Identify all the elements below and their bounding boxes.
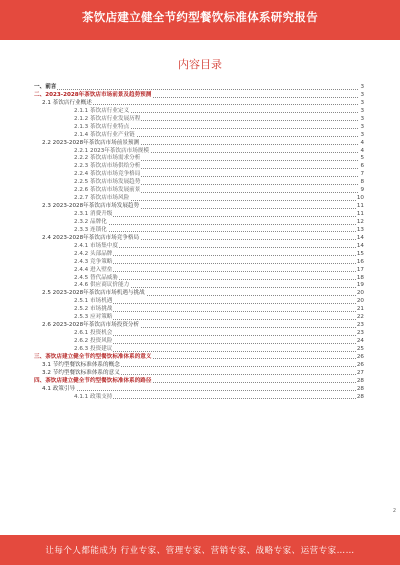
toc-entry[interactable] xyxy=(34,235,364,243)
toc-entry-label: 2.3 2023-2028年茶饮店市场发展趋势 xyxy=(42,203,140,210)
toc-entry[interactable] xyxy=(34,378,364,386)
report-title: 茶饮店建立健全节约型餐饮标准体系研究报告 xyxy=(82,10,318,24)
toc-entry-page: 28 xyxy=(356,385,364,392)
toc-entry-label: 2.5.2 市场挑战 xyxy=(74,306,113,313)
toc-entry[interactable] xyxy=(34,306,364,314)
toc-entry[interactable] xyxy=(34,195,364,203)
toc-entry-page: 3 xyxy=(360,99,364,106)
toc-leader-dots xyxy=(74,311,358,312)
toc-entry-label: 2.1.3 茶饮店行业特点 xyxy=(74,123,130,130)
toc-entry-label: 2.2.4 茶饮店市场竞争格局 xyxy=(74,171,141,178)
toc-entry-label: 2.1 茶饮店行业概述 xyxy=(42,99,92,106)
toc-entry-label: 2.4.2 头部品牌 xyxy=(74,250,113,257)
toc-entry[interactable] xyxy=(34,314,364,322)
toc-leader-dots xyxy=(74,224,358,225)
toc-entry-page: 4 xyxy=(360,147,364,154)
toc-entry-label: 2.2.7 茶饮店市场风险 xyxy=(74,195,130,202)
footer-slogan: 让每个人都能成为 行业专家、管理专家、营销专家、战略专家、运营专家…… xyxy=(45,546,355,556)
toc-entry-label: 2.4.3 竞争策略 xyxy=(74,258,113,265)
toc-entry-label: 3.2 节约型餐饮标准体系的意义 xyxy=(42,369,120,376)
toc-entry-page: 28 xyxy=(356,377,364,384)
toc-entry[interactable] xyxy=(34,370,364,378)
toc-entry-page: 17 xyxy=(356,266,364,273)
table-of-contents xyxy=(34,84,364,402)
toc-entry[interactable] xyxy=(34,354,364,362)
toc-entry-page: 27 xyxy=(356,369,364,376)
toc-leader-dots xyxy=(42,390,358,391)
page-header xyxy=(0,0,400,40)
toc-entry-label: 2.2.1 2023年茶饮店市场规模 xyxy=(74,147,149,154)
toc-entry-page: 19 xyxy=(356,282,364,289)
toc-entry-page: 24 xyxy=(356,338,364,344)
toc-entry-page: 21 xyxy=(356,306,364,313)
toc-leader-dots xyxy=(74,271,358,272)
toc-entry-page: 26 xyxy=(356,361,364,368)
toc-entry-page: 3 xyxy=(360,91,364,98)
toc-leader-dots xyxy=(74,319,358,320)
toc-entry[interactable] xyxy=(34,187,364,195)
toc-leader-dots xyxy=(74,216,358,217)
toc-leader-dots xyxy=(74,255,358,256)
toc-entry-page: 3 xyxy=(360,84,364,90)
toc-entry-label: 2.2 2023-2028年茶饮店市场前景预测 xyxy=(42,139,140,146)
toc-entry-label: 2.1.2 茶饮店行业发展历程 xyxy=(74,115,141,122)
toc-leader-dots xyxy=(74,263,358,264)
toc-entry-page: 22 xyxy=(356,314,364,321)
toc-entry-page: 14 xyxy=(356,242,364,249)
toc-entry[interactable] xyxy=(34,259,364,267)
toc-entry[interactable] xyxy=(34,251,364,259)
toc-entry-page: 3 xyxy=(360,115,364,122)
toc-entry-page: 20 xyxy=(356,290,364,297)
toc-entry-label: 2.4.6 供应商议价能力 xyxy=(74,282,130,289)
toc-entry-label: 2.1.1 茶饮店行业定义 xyxy=(74,107,130,114)
toc-entry-page: 8 xyxy=(360,179,364,186)
toc-entry[interactable] xyxy=(34,322,364,330)
toc-entry-label: 2.5 2023-2028年茶饮店市场机遇与挑战 xyxy=(42,290,145,297)
toc-entry-label: 2.3.2 品牌化 xyxy=(74,218,107,225)
toc-entry[interactable] xyxy=(34,219,364,227)
toc-entry-label: 4.1.1 政策支持 xyxy=(74,393,113,400)
toc-entry-page: 7 xyxy=(360,171,364,178)
toc-entry-label: 2.1.4 茶饮店行业产业链 xyxy=(74,131,135,138)
toc-entry-page: 16 xyxy=(356,258,364,265)
toc-entry-label: 2.5.1 市场机遇 xyxy=(74,298,113,305)
toc-entry-label: 2.4.4 进入壁垒 xyxy=(74,266,113,273)
toc-entry[interactable] xyxy=(34,179,364,187)
toc-entry-page: 12 xyxy=(356,218,364,225)
toc-entry-page: 3 xyxy=(360,107,364,114)
toc-entry[interactable] xyxy=(34,203,364,211)
toc-leader-dots xyxy=(74,231,358,232)
toc-entry-label: 2.4.1 市场集中度 xyxy=(74,242,118,249)
toc-leader-dots xyxy=(74,398,358,399)
toc-leader-dots xyxy=(34,89,358,90)
toc-entry-page: 28 xyxy=(356,393,364,400)
toc-entry-label: 2.5.3 应对策略 xyxy=(74,314,113,321)
toc-entry-page: 26 xyxy=(356,353,364,360)
toc-entry[interactable] xyxy=(34,92,364,100)
toc-entry-page: 25 xyxy=(356,345,364,352)
toc-entry-label: 4.1 政策引导 xyxy=(42,385,76,392)
toc-leader-dots xyxy=(74,303,358,304)
toc-entry-page: 4 xyxy=(360,139,364,146)
toc-entry-label: 四、茶饮店建立健全节约型餐饮标准体系的路径 xyxy=(34,377,152,384)
toc-entry[interactable] xyxy=(34,227,364,235)
toc-entry-label: 2.6.2 投资风险 xyxy=(74,338,113,344)
toc-leader-dots xyxy=(74,335,358,336)
toc-entry-page: 11 xyxy=(356,211,364,217)
toc-entry-page: 3 xyxy=(360,131,364,138)
toc-entry-label: 3.1 节约型餐饮标准体系的概念 xyxy=(42,361,120,368)
toc-entry-page: 5 xyxy=(360,155,364,162)
toc-entry-label: 2.4 2023-2028年茶饮店市场竞争格局 xyxy=(42,234,140,241)
toc-entry-label: 2.6.1 投资机会 xyxy=(74,330,113,337)
toc-entry[interactable] xyxy=(34,338,364,346)
toc-entry[interactable] xyxy=(34,362,364,370)
toc-entry-label: 二、2023-2028年茶饮店市场前景及趋势预测 xyxy=(34,91,152,98)
toc-entry-label: 2.3.1 消费升级 xyxy=(74,211,113,217)
toc-entry[interactable] xyxy=(34,108,364,116)
toc-entry-label: 一、前言 xyxy=(34,84,57,90)
toc-entry[interactable] xyxy=(34,243,364,251)
toc-entry-page: 20 xyxy=(356,298,364,305)
toc-entry-label: 2.2.2 茶饮店市场需求分析 xyxy=(74,155,141,162)
toc-entry[interactable] xyxy=(34,84,364,92)
toc-entry-page: 9 xyxy=(360,187,364,194)
toc-entry-label: 2.3.3 连锁化 xyxy=(74,226,107,233)
toc-entry[interactable] xyxy=(34,386,364,394)
toc-entry[interactable] xyxy=(34,267,364,275)
toc-entry-page: 15 xyxy=(356,250,364,257)
toc-entry[interactable] xyxy=(34,211,364,219)
toc-entry-label: 三、茶饮店建立健全节约型餐饮标准体系的意义 xyxy=(34,353,152,360)
toc-entry-page: 23 xyxy=(356,330,364,337)
toc-leader-dots xyxy=(74,343,358,344)
page-footer xyxy=(0,535,400,565)
toc-entry[interactable] xyxy=(34,140,364,148)
toc-heading: 内容目录 xyxy=(178,58,222,71)
toc-entry[interactable] xyxy=(34,330,364,338)
toc-entry-label: 2.2.3 茶饮店市场供给分析 xyxy=(74,163,141,170)
toc-entry-label: 2.2.5 茶饮店市场发展趋势 xyxy=(74,179,141,186)
toc-entry-page: 18 xyxy=(356,274,364,281)
toc-entry[interactable] xyxy=(34,116,364,124)
toc-entry-page: 6 xyxy=(360,163,364,170)
toc-entry-page: 11 xyxy=(356,203,364,210)
toc-leader-dots xyxy=(74,351,358,352)
toc-entry[interactable] xyxy=(34,132,364,140)
toc-entry-page: 23 xyxy=(356,322,364,329)
toc-entry-page: 10 xyxy=(356,195,364,202)
toc-entry[interactable] xyxy=(34,346,364,354)
toc-entry-page: 14 xyxy=(356,234,364,241)
page-number: 2 xyxy=(392,508,396,514)
toc-entry-page: 13 xyxy=(356,226,364,233)
toc-entry-label: 2.6.3 投资建议 xyxy=(74,345,113,352)
toc-entry[interactable] xyxy=(34,124,364,132)
toc-entry[interactable] xyxy=(34,394,364,402)
toc-entry[interactable] xyxy=(34,100,364,108)
toc-entry-page: 3 xyxy=(360,123,364,130)
toc-entry-label: 2.6 2023-2028年茶饮店市场投资分析 xyxy=(42,322,140,329)
toc-entry-label: 2.2.6 茶饮店市场发展前景 xyxy=(74,187,141,194)
toc-entry-label: 2.4.5 替代品威胁 xyxy=(74,274,118,281)
